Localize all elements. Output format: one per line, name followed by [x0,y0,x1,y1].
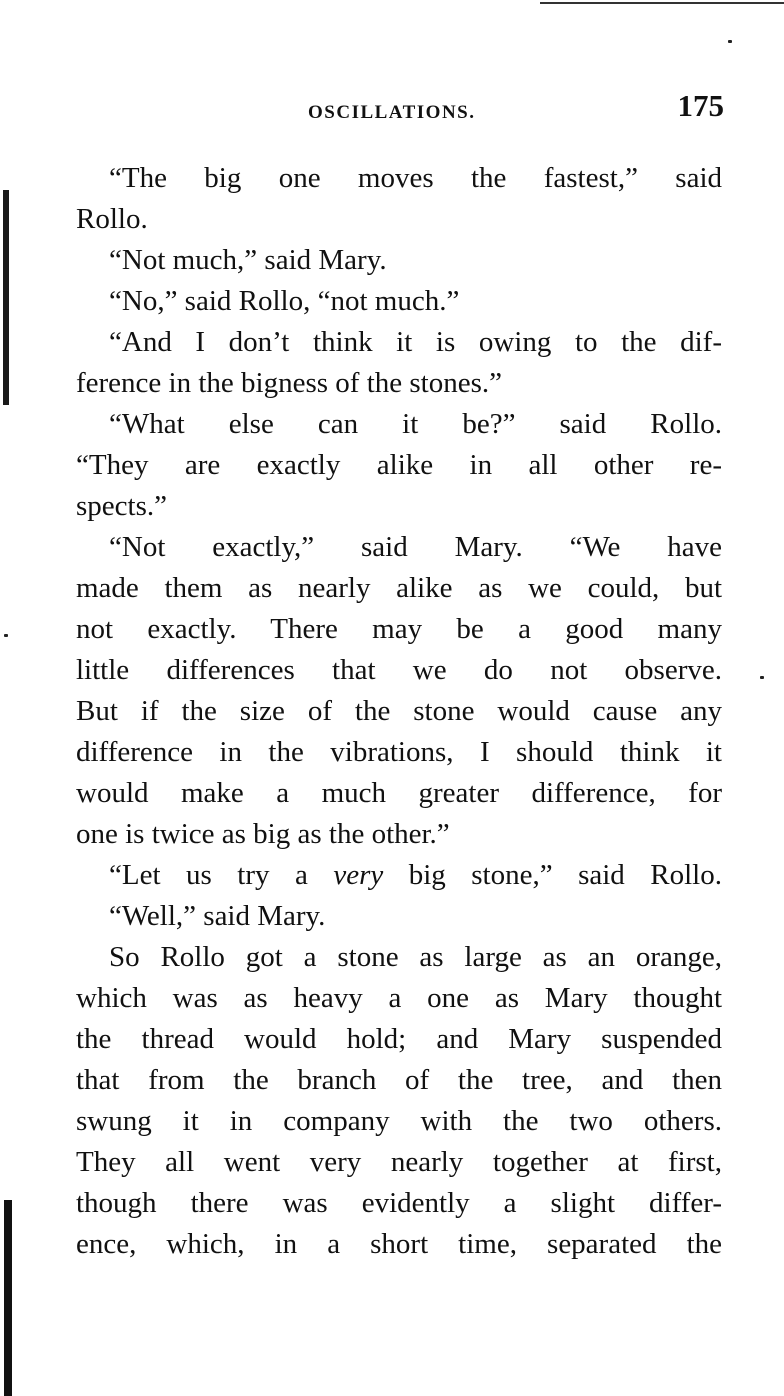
text-line: one is twice as big as the other.” [76,818,450,850]
text-line: little differences that we do not observe. [76,654,722,686]
text-line: spects.” [76,490,167,522]
text-line: But if the size of the stone would cause any [76,695,722,727]
text-line: not exactly. There may be a good many [76,613,722,645]
page-number: 175 [677,88,724,123]
scan-speck [4,634,8,637]
text-line: that from the branch of the tree, and then [76,1064,722,1096]
running-head [76,88,724,128]
scan-speck [728,40,732,43]
text-segment: “Let us try a [109,859,334,891]
text-line: ence, which, in a short time, separated the [76,1228,722,1260]
text-line: “They are exactly alike in all other re- [76,449,722,481]
text-line: “Well,” said Mary. [109,900,326,932]
text-line [76,855,722,896]
text-line: “And I don’t think it is owing to the dif- [109,326,722,358]
text-line: the thread would hold; and Mary suspended [76,1023,722,1055]
text-line: swung it in company with the two others. [76,1105,722,1137]
text-line: made them as nearly alike as we could, but [76,572,722,604]
text-line: “Not much,” said Mary. [109,244,387,276]
scan-margin-shadow-bottom [4,1200,12,1396]
text-line: which was as heavy a one as Mary thought [76,982,722,1014]
text-line: “Not exactly,” said Mary. “We have [109,531,722,563]
text-line: ference in the bigness of the stones.” [76,367,502,399]
text-line: They all went very nearly together at first, [76,1146,722,1178]
scan-margin-shadow-top [3,190,9,405]
scan-edge-line [540,2,784,4]
text-line: Rollo. [76,203,148,235]
text-segment: big stone,” said Rollo. [383,859,722,891]
text-line: difference in the vibrations, I should think it [76,736,722,768]
text-line: though there was evidently a slight differ- [76,1187,722,1219]
body-text [76,158,722,1265]
text-line: “No,” said Rollo, “not much.” [109,285,460,317]
text-line: So Rollo got a stone as large as an orange, [109,941,722,973]
text-line: would make a much greater difference, for [76,777,722,809]
scan-speck [760,676,764,679]
text-line: “The big one moves the fastest,” said [109,162,722,194]
text-line: “What else can it be?” said Rollo. [109,408,722,440]
italic-word: very [333,859,384,891]
running-title: OSCILLATIONS. [308,102,476,123]
